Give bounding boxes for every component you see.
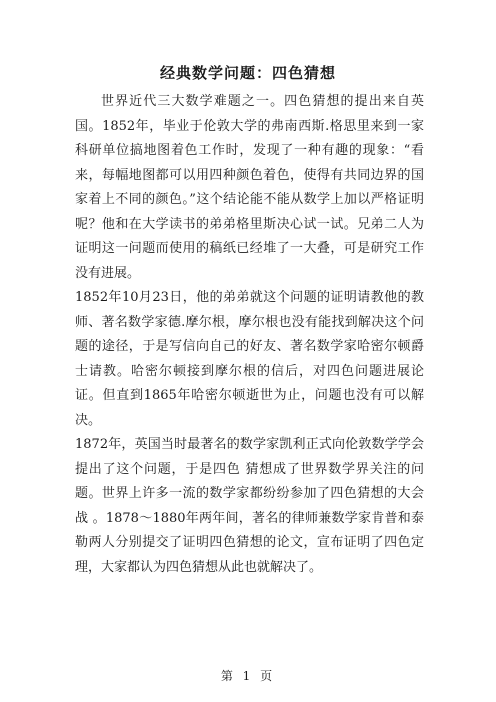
paragraph-intro: 世界近代三大数学难题之一。四色猜想的提出来自英国。1852年，毕业于伦敦大学的弗南西斯.格思里来到一家科研单位搞地图着色工作时，发现了一种有趣的现象：“看来，每幅地图都可以用四种颜色着色，使得有共同边界的国家着上不同的颜色。”这个结论能不能从数学上加以严格证明呢？他和在大学读书的弟弟格里斯决心试一试。兄弟二人为证明这一问题而使用的稿纸已经堆了一大叠，可是研究工作没有进展。 (75, 94, 424, 281)
document-body (75, 90, 424, 580)
paragraph-1852: 1852年10月23日，他的弟弟就这个问题的证明请教他的教师、著名数学家德.摩尔根，摩尔根也没有能找到解决这个问题的途径，于是写信向自己的好友、著名数学家哈密尔顿爵士请教。哈密尔顿接到摩尔根的信后，对四色问题进展论证。但直到1865年哈密尔顿逝世为止，问题也没有可以解决。 (75, 290, 424, 428)
document-title: 经典数学问题：四色猜想 (159, 64, 336, 82)
paragraph-1872: 1872年，英国当时最著名的数学家凯利正式向伦敦数学学会提出了这个问题，于是四色 猜想成了世界数学界关注的问题。世界上许多一流的数学家都纷纷参加了四色猜想的大会战 。1878～1880年两年间，著名的律师兼数学家肯普和泰勒两人分别提交了证明四色猜想的论文，宣布证明了四色定理，大家都认为四色猜想从此也就解决了。 (75, 437, 424, 575)
page-number: 第 1 页 (220, 669, 276, 683)
